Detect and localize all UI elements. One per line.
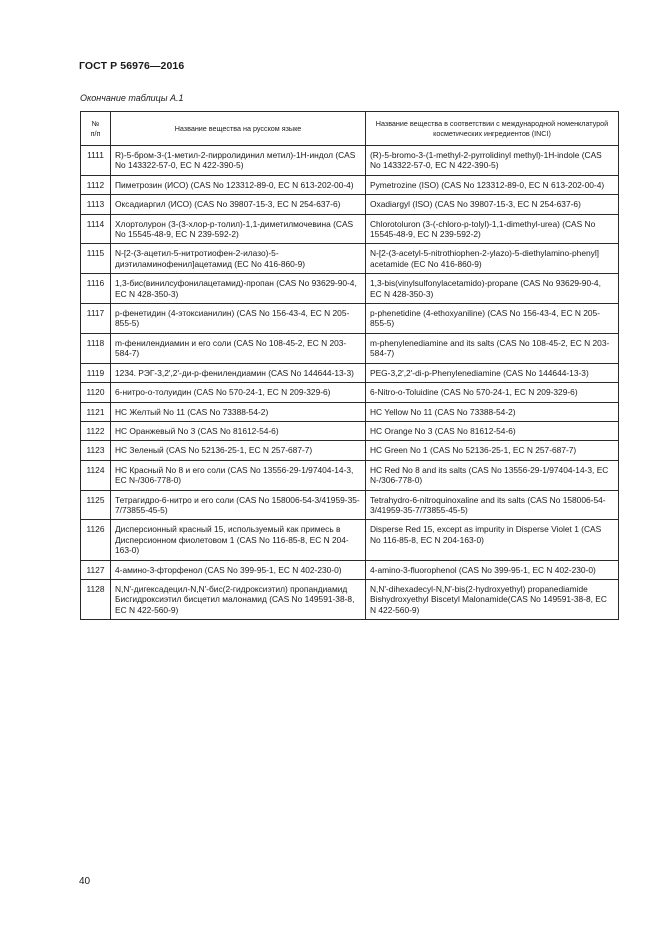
cell-inci-name: HC Green No 1 (CAS No 52136-25-1, EC N 257-687-7) bbox=[366, 441, 619, 460]
cell-number: 1121 bbox=[81, 402, 111, 421]
table-row bbox=[81, 304, 619, 334]
cell-inci-name: Tetrahydro-6-nitroquinoxaline and its salts (CAS No 158006-54-3/41959-35-7/73855-45-5) bbox=[366, 490, 619, 520]
cell-russian-name: Хлортолурон (3-(3-хлор-р-толил)-1,1-диметилмочевина (CAS No 15545-48-9, EC N 239-592-2) bbox=[111, 214, 366, 244]
table-row bbox=[81, 579, 619, 619]
table-row bbox=[81, 175, 619, 194]
cell-number: 1128 bbox=[81, 579, 111, 619]
cell-russian-name: 4-амино-3-фторфенол (CAS No 399-95-1, EC N 402-230-0) bbox=[111, 560, 366, 579]
table-row bbox=[81, 363, 619, 382]
cell-inci-name: HC Red No 8 and its salts (CAS No 13556-29-1/97404-14-3, EC N-/306-778-0) bbox=[366, 460, 619, 490]
table-row bbox=[81, 274, 619, 304]
cell-inci-name: Pymetrozine (ISO) (CAS No 123312-89-0, EC N 613-202-00-4) bbox=[366, 175, 619, 194]
cell-inci-name: PEG-3,2',2'-di-p-Phenylenediamine (CAS No 144644-13-3) bbox=[366, 363, 619, 382]
cell-inci-name: N-[2-(3-acetyl-5-nitrothiophen-2-ylazo)-5-diethylamino-phenyl] acetamide (EC No 416-860-9) bbox=[366, 244, 619, 274]
cell-number: 1114 bbox=[81, 214, 111, 244]
cell-number: 1111 bbox=[81, 146, 111, 176]
cell-inci-name: N,N'-dihexadecyl-N,N'-bis(2-hydroxyethyl) propanediamide Bishydroxyethyl Biscetyl Malonamide(CAS No 149591-38-8, EC N 422-560-9) bbox=[366, 579, 619, 619]
cell-inci-name: m-phenylenediamine and its salts (CAS No 108-45-2, EC N 203-584-7) bbox=[366, 333, 619, 363]
cell-russian-name: m-фенилендиамин и его соли (CAS No 108-45-2, EC N 203-584-7) bbox=[111, 333, 366, 363]
cell-inci-name: Chlorotoluron (3-(-chloro-p-tolyl)-1,1-dimethyl-urea) (CAS No 15545-48-9, EC N 239-592-2) bbox=[366, 214, 619, 244]
header-number: № п/п bbox=[81, 112, 111, 146]
cell-number: 1115 bbox=[81, 244, 111, 274]
cell-inci-name: HC Yellow No 11 (CAS No 73388-54-2) bbox=[366, 402, 619, 421]
cell-inci-name: 4-amino-3-fluorophenol (CAS No 399-95-1, EC N 402-230-0) bbox=[366, 560, 619, 579]
table-row bbox=[81, 421, 619, 440]
cell-russian-name: НС Зеленый (CAS No 52136-25-1, EC N 257-687-7) bbox=[111, 441, 366, 460]
page-number: 40 bbox=[79, 876, 91, 887]
table-row bbox=[81, 441, 619, 460]
cell-inci-name: Oxadiargyl (ISO) (CAS No 39807-15-3, EC N 254-637-6) bbox=[366, 195, 619, 214]
cell-russian-name: Оксадиаргил (ИСО) (CAS No 39807-15-3, EC N 254-637-6) bbox=[111, 195, 366, 214]
cell-russian-name: НС Оранжевый No 3 (CAS No 81612-54-6) bbox=[111, 421, 366, 440]
table-caption: Окончание таблицы А.1 bbox=[80, 93, 184, 103]
cell-inci-name: (R)-5-bromo-3-(1-methyl-2-pyrrolidinyl methyl)-1H-indole (CAS No 143322-57-0, EC N 422-390-5) bbox=[366, 146, 619, 176]
cell-russian-name: Дисперсионный красный 15, используемый как примесь в Дисперсионном фиолетовом 1 (CAS No 116-85-8, EC N 204-163-0) bbox=[111, 520, 366, 560]
document-header: ГОСТ Р 56976—2016 bbox=[79, 60, 185, 72]
table-row bbox=[81, 146, 619, 176]
cell-russian-name: НС Желтый No 11 (CAS No 73388-54-2) bbox=[111, 402, 366, 421]
substances-table bbox=[80, 111, 619, 620]
cell-russian-name: Пиметрозин (ИСО) (CAS No 123312-89-0, EC N 613-202-00-4) bbox=[111, 175, 366, 194]
cell-inci-name: p-phenetidine (4-ethoxyaniline) (CAS No 156-43-4, EC N 205-855-5) bbox=[366, 304, 619, 334]
table-row bbox=[81, 383, 619, 402]
cell-russian-name: N-[2-(3-ацетил-5-нитротиофен-2-илазо)-5-диэтиламинофенил]ацетамид (EC No 416-860-9) bbox=[111, 244, 366, 274]
cell-inci-name: HC Orange No 3 (CAS No 81612-54-6) bbox=[366, 421, 619, 440]
cell-number: 1116 bbox=[81, 274, 111, 304]
table-row bbox=[81, 244, 619, 274]
cell-number: 1123 bbox=[81, 441, 111, 460]
header-inci-name: Название вещества в соответствии с международной номенклатурой косметических ингредиентов (INCI) bbox=[366, 112, 619, 146]
table-row bbox=[81, 402, 619, 421]
cell-russian-name: 6-нитро-о-толуидин (CAS No 570-24-1, EC N 209-329-6) bbox=[111, 383, 366, 402]
cell-number: 1113 bbox=[81, 195, 111, 214]
table-row bbox=[81, 560, 619, 579]
cell-russian-name: R)-5-бром-3-(1-метил-2-пирролидинил метил)-1H-индол (CAS No 143322-57-0, EC N 422-390-5) bbox=[111, 146, 366, 176]
cell-russian-name: 1234. РЭГ-3,2',2'-ди-р-фенилендиамин (CAS No 144644-13-3) bbox=[111, 363, 366, 382]
table-row bbox=[81, 195, 619, 214]
cell-russian-name: 1,3-бис(винилсуфонилацетамид)-пропан (CAS No 93629-90-4, EC N 428-350-3) bbox=[111, 274, 366, 304]
cell-number: 1117 bbox=[81, 304, 111, 334]
cell-number: 1126 bbox=[81, 520, 111, 560]
cell-russian-name: р-фенетидин (4-этоксианилин) (CAS No 156-43-4, EC N 205-855-5) bbox=[111, 304, 366, 334]
cell-russian-name: НС Красный No 8 и его соли (CAS No 13556-29-1/97404-14-3, EC N-/306-778-0) bbox=[111, 460, 366, 490]
table-row bbox=[81, 490, 619, 520]
header-russian-name: Название вещества на русском языке bbox=[111, 112, 366, 146]
table-header-row bbox=[81, 112, 619, 146]
cell-russian-name: Тетрагидро-6-нитро и его соли (CAS No 158006-54-3/41959-35-7/73855-45-5) bbox=[111, 490, 366, 520]
table-row bbox=[81, 333, 619, 363]
cell-number: 1118 bbox=[81, 333, 111, 363]
cell-number: 1124 bbox=[81, 460, 111, 490]
table-row bbox=[81, 520, 619, 560]
cell-inci-name: 1,3-bis(vinylsulfonylacetamido)-propane (CAS No 93629-90-4, EC N 428-350-3) bbox=[366, 274, 619, 304]
table-row bbox=[81, 460, 619, 490]
cell-russian-name: N,N'-дигексадецил-N,N'-бис(2-гидроксиэтил) пропандиамид Бисгидроксиэтил бисцетил малонамид (CAS No 149591-38-8, EC N 422-560-9) bbox=[111, 579, 366, 619]
cell-number: 1120 bbox=[81, 383, 111, 402]
cell-number: 1125 bbox=[81, 490, 111, 520]
cell-inci-name: Disperse Red 15, except as impurity in Disperse Violet 1 (CAS No 116-85-8, EC N 204-163-0) bbox=[366, 520, 619, 560]
cell-number: 1122 bbox=[81, 421, 111, 440]
cell-number: 1127 bbox=[81, 560, 111, 579]
cell-number: 1119 bbox=[81, 363, 111, 382]
cell-number: 1112 bbox=[81, 175, 111, 194]
table-body bbox=[81, 146, 619, 620]
cell-inci-name: 6-Nitro-o-Toluidine (CAS No 570-24-1, EC N 209-329-6) bbox=[366, 383, 619, 402]
table-row bbox=[81, 214, 619, 244]
